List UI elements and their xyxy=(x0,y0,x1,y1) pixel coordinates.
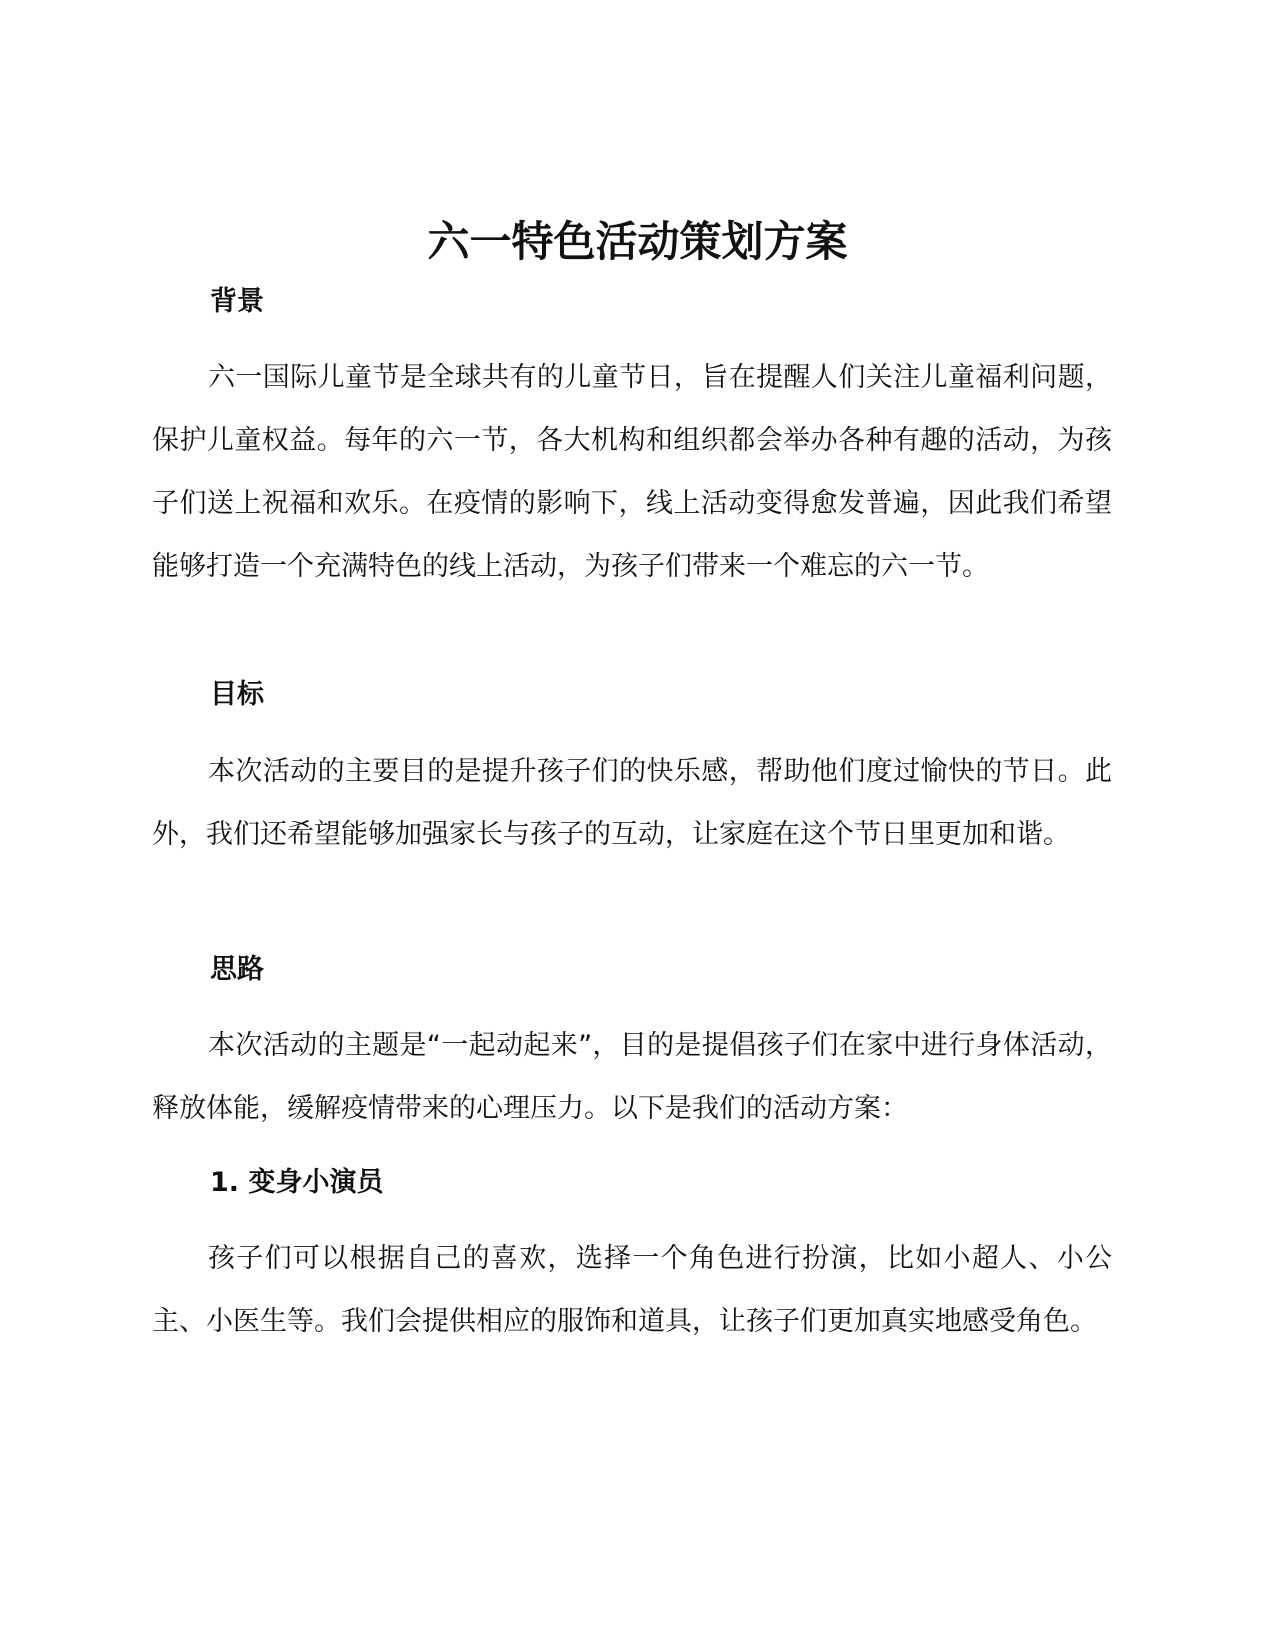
section-heading-background: 背景 xyxy=(210,286,264,317)
section-heading-little-actor: 1. 变身小演员 xyxy=(210,1167,384,1198)
section-paragraph-approach: 本次活动的主题是“一起动起来”，目的是提倡孩子们在家中进行身体活动，释放体能，缓解疫情带来的心理压力。以下是我们的活动方案： xyxy=(152,1030,1112,1124)
section-paragraph-background: 六一国际儿童节是全球共有的儿童节日，旨在提醒人们关注儿童福利问题，保护儿童权益。每年的六一节，各大机构和组织都会举办各种有趣的活动，为孩子们送上祝福和欢乐。在疫情的影响下，线上活动变得愈发普遍，因此我们希望能够打造一个充满特色的线上活动，为孩子们带来一个难忘的六一节。 xyxy=(152,362,1112,582)
section-paragraph-little-actor: 孩子们可以根据自己的喜欢，选择一个角色进行扮演，比如小超人、小公主、小医生等。我们会提供相应的服饰和道具，让孩子们更加真实地感受角色。 xyxy=(152,1243,1112,1337)
section-heading-goal: 目标 xyxy=(210,679,264,710)
section-heading-approach: 思路 xyxy=(210,954,264,985)
document-title: 六一特色活动策划方案 xyxy=(427,217,848,266)
section-paragraph-goal: 本次活动的主要目的是提升孩子们的快乐感，帮助他们度过愉快的节日。此外，我们还希望能够加强家长与孩子的互动，让家庭在这个节日里更加和谐。 xyxy=(152,756,1112,850)
